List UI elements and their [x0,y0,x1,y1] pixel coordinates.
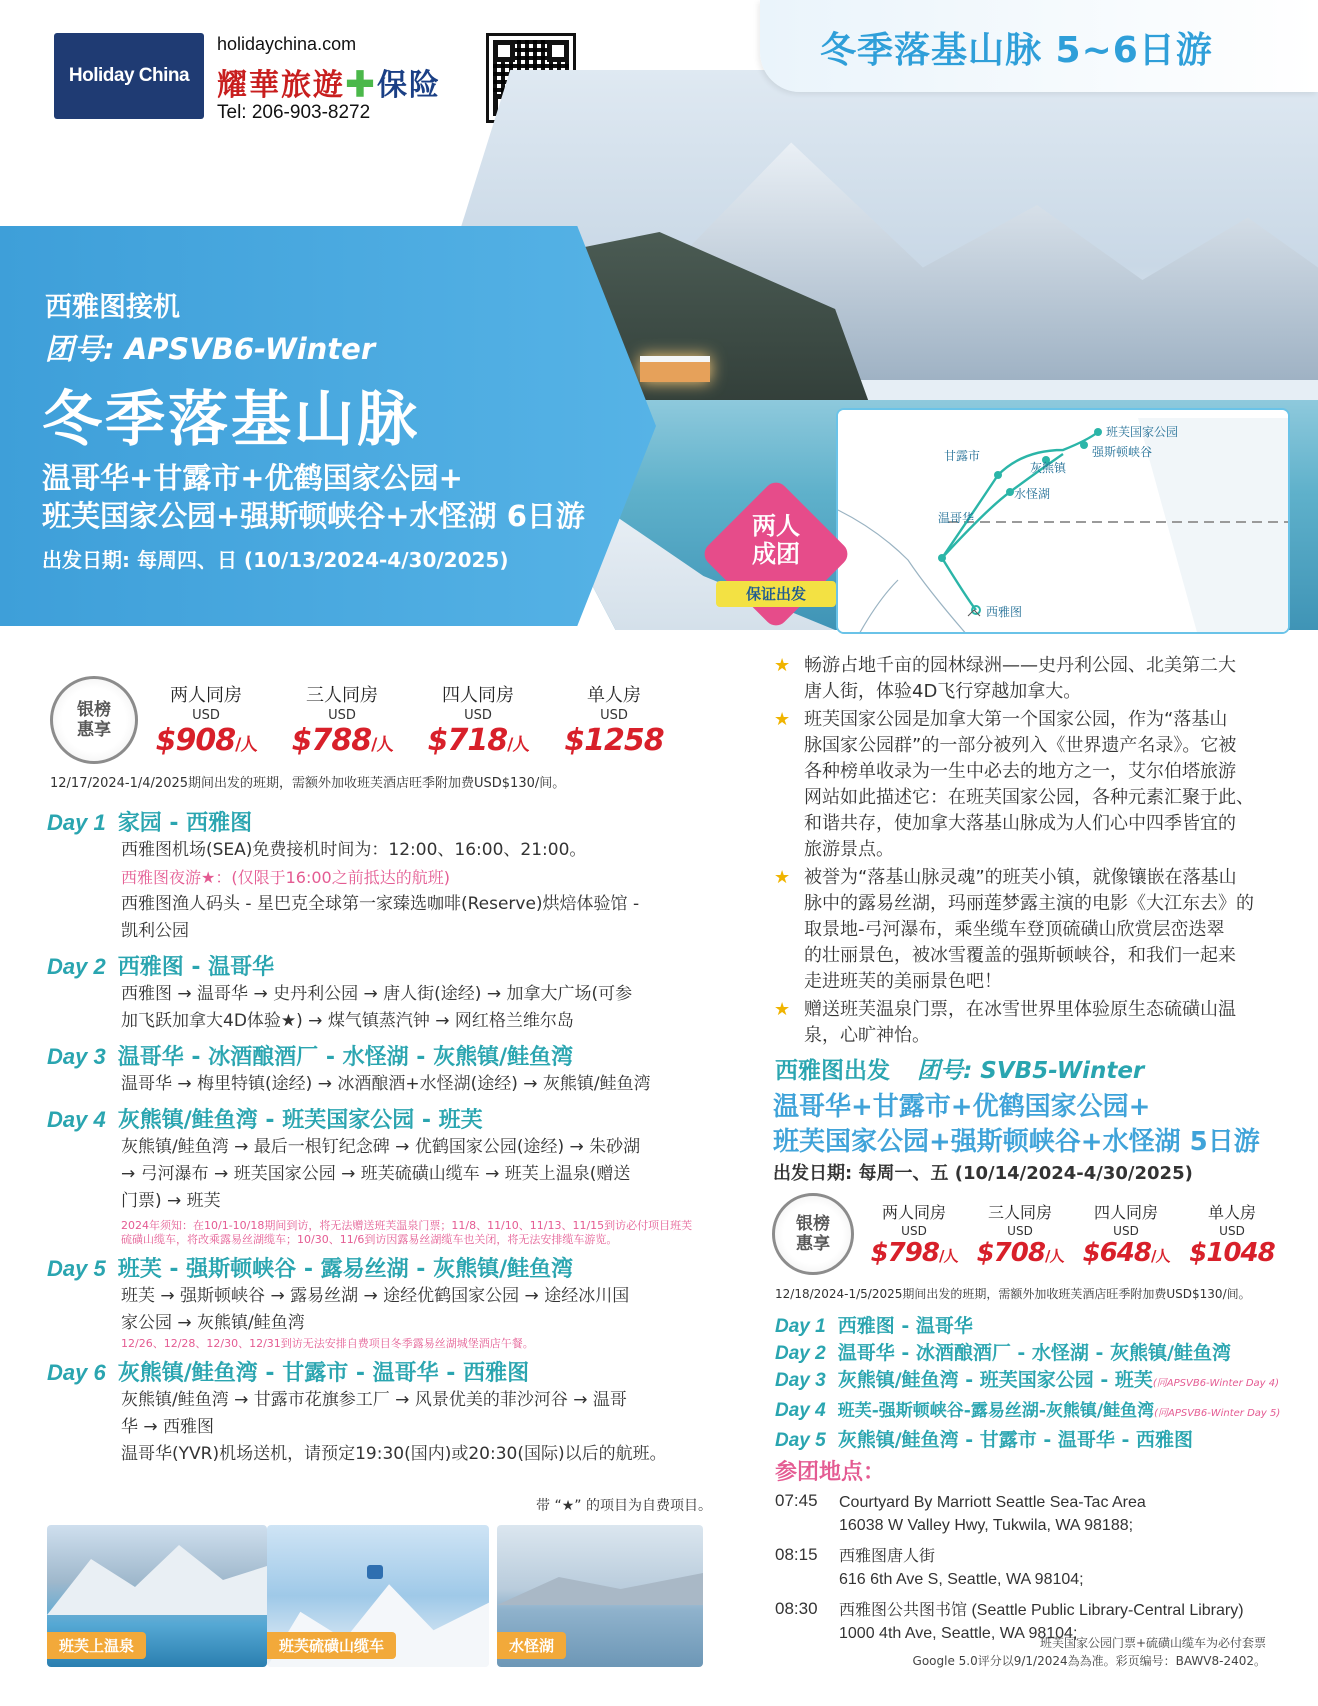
day-1-heading: Day 1 家园 - 西雅图 [47,810,253,836]
silver-medal-icon: 银榜 惠享 [50,676,138,764]
day-2-heading: Day 2 西雅图 - 温哥华 [47,954,275,980]
tour-5day-route-2: 班芙国家公园+强斯顿峡谷+水怪湖 5日游 [773,1127,1260,1157]
banff-hot-springs-photo [47,1525,267,1667]
star-icon: ★ [774,867,791,888]
highlight-item: ★ 赠送班芙温泉门票，在冰雪世界里体验原生态硫磺山温 泉，心旷神怡。 [774,999,1236,1046]
price-col-quad: 四人同房 USD $718/人 [427,685,529,758]
price-col-triple: 三人同房 USD $708/人 [976,1203,1064,1268]
route-line-1: 温哥华+甘露市+优鹤国家公园+ [42,461,463,495]
tour-5day-header: 西雅图出发 团号: SVB5-Winter [775,1058,1145,1084]
itinerary-6day [47,806,747,1468]
price-col-double: 两人同房 USD $908/人 [155,685,257,758]
map-label-vancouver: 温哥华 [938,511,975,525]
price-col-quad: 四人同房 USD $648/人 [1082,1203,1170,1268]
meeting-points [775,1491,1244,1645]
mini-day-5: Day 5 灰熊镇/鲑鱼湾 - 甘露市 - 温哥华 - 西雅图 [775,1429,1193,1451]
badge-text: 两人 成团 [752,512,800,568]
star-icon: ★ [774,655,791,676]
day-5-heading: Day 5 班芙 - 强斯顿峡谷 - 露易丝湖 - 灰熊镇/鲑鱼湾 [47,1256,574,1282]
price-col-double: 两人同房 USD $798/人 [870,1203,958,1268]
mini-day-4: Day 4 班芙-强斯顿峡谷-露易丝湖-灰熊镇/鲑鱼湾(同APSVB6-Winter Day 5) [775,1400,1281,1421]
highlight-item: ★ 班芙国家公园是加拿大第一个国家公园，作为“落基山 脉国家公园群”的一部分被列入《世界遗产名录》。它被 各种榜单收录为一生中必去的地方之一，艾尔伯塔旅游 网站如此描述它：在班芙国家公园，各种元素汇聚于此、 和谐共存，使加拿大落基山脉成为人们心中四季皆宜的 旅游景点。 [774,709,1254,860]
day-4-heading: Day 4 灰熊镇/鲑鱼湾 - 班芙国家公园 - 班芙 [47,1107,483,1133]
sulphur-gondola-photo [267,1525,489,1667]
price-table-6day [146,681,674,758]
star-icon: ★ [774,999,791,1020]
price-col-single: 单人房 USD $1048 [1189,1203,1275,1268]
mini-day-2: Day 2 温哥华 - 冰酒酿酒厂 - 水怪湖 - 灰熊镇/鲑鱼湾 [775,1342,1231,1364]
self-pay-note: 带 “★” 的项目为自费项目。 [536,1498,712,1514]
day-5-body: 班芙 → 强斯顿峡谷 → 露易丝湖 → 途经优鹤国家公园 → 途经冰川国 家公园 → 灰熊镇/鲑鱼湾 12/26、12/28、12/30、12/31到访无法安排自费项目冬季露易丝湖城堡酒店午餐。 [121,1286,630,1350]
day-6-heading: Day 6 灰熊镇/鲑鱼湾 - 甘露市 - 温哥华 - 西雅图 [47,1360,530,1386]
day-3-body: 温哥华 → 梅里特镇(途经) → 冰酒酿酒+水怪湖(途经) → 灰熊镇/鲑鱼湾 [121,1074,651,1094]
top-tab-title: 冬季落基山脉 5~6日游 [820,30,1213,71]
departure-dates: 出发日期: 每周四、日 (10/13/2024-4/30/2025) [42,548,509,572]
day-4-body: 灰熊镇/鲑鱼湾 → 最后一根钉纪念碑 → 优鹤国家公园(途经) → 朱砂湖 → 弓河瀑布 → 班芙国家公园 → 班芙硫磺山缆车 → 班芙上温泉(赠送 门票) → 班芙 2024年须知：在10/1-10/18期间到访，将无法赠送班芙温泉门票；11/8、11/10、11/13、11/15到访必付项目班芙 硫磺山缆车，将改乘露易丝湖缆车；10/30、11/6到访因露易丝湖缆车也关闭，将无法安排缆车游览。 [121,1137,693,1246]
silver-medal-icon: 银榜 惠享 [772,1193,854,1275]
price-col-triple: 三人同房 USD $788/人 [291,685,393,758]
page-title: 冬季落基山脉 [42,385,420,455]
itinerary-5day [775,1313,1280,1454]
tour-5day-departure: 出发日期: 每周一、五 (10/14/2024-4/30/2025) [773,1163,1193,1184]
meeting-heading: 参团地点： [775,1460,886,1485]
price-col-single: 单人房 USD $1258 [564,685,664,758]
map-label-revelstoke: 灰熊镇 [1030,461,1067,475]
guaranteed-ribbon: 保证出发 [716,581,836,607]
map-label-ogopogo-lake: 水怪湖 [1014,487,1051,501]
phone-number[interactable]: Tel: 206-903-8272 [217,102,371,123]
photo-label-gondola: 班芙硫磺山缆车 [267,1632,396,1659]
star-icon: ★ [774,709,791,730]
meeting-point: 08:30 西雅图公共图书馆 (Seattle Public Library-Central Library) 1000 4th Ave, Seattle, WA 98104; [775,1599,1244,1642]
day-1-body: 西雅图机场(SEA)免费接机时间为：12:00、16:00、21:00。 西雅图夜游★：(仅限于16:00之前抵达的航班) 西雅图渔人码头 - 星巴克全球第一家臻选咖啡(Reserve)烘焙体验馆 - 凯利公园 [121,840,640,941]
tour-code: 团号: APSVB6-Winter [45,332,376,366]
map-label-kamloops: 甘露市 [944,449,981,463]
meeting-point: 08:15 西雅图唐人街 616 6th Ave S, Seattle, WA 98104; [775,1545,1084,1588]
day-3-heading: Day 3 温哥华 - 冰酒酿酒厂 - 水怪湖 - 灰熊镇/鲑鱼湾 [47,1044,574,1070]
route-line-2: 班芙国家公园+强斯顿峡谷+水怪湖 6日游 [42,499,585,533]
day-6-body: 灰熊镇/鲑鱼湾 → 甘露市花旗参工厂 → 风景优美的菲沙河谷 → 温哥 华 → 西雅图 温哥华(YVR)机场送机，请预定19:30(国内)或20:30(国际)以后的航班。 [121,1390,667,1464]
website-text[interactable]: holidaychina.com [217,34,357,54]
price-table-5day [862,1200,1284,1268]
highlight-item: ★ 被誉为“落基山脉灵魂”的班芙小镇，就像镶嵌在落基山 脉中的露易丝湖，玛丽莲梦露主演的电影《大江东去》的 取景地-弓河瀑布，乘坐缆车登顶硫磺山欣赏层峦迭翠 的壮丽景色，被冰雪覆盖的强斯顿峡谷，和我们一起来 走进班芙的美丽景色吧！ [774,867,1254,992]
surcharge-note-5day: 12/18/2024-1/5/2025期间出发的班期，需额外加收班芙酒店旺季附加费USD$130/间。 [775,1287,1251,1301]
surcharge-note-6day: 12/17/2024-1/4/2025期间出发的班期，需额外加收班芙酒店旺季附加费USD$130/间。 [50,776,566,791]
map-label-johnston: 强斯顿峡谷 [1092,445,1153,459]
highlights-list [774,653,1294,1049]
pickup-label: 西雅图接机 [45,292,180,323]
mini-day-1: Day 1 西雅图 - 温哥华 [775,1315,973,1337]
map-label-seattle: 西雅图 [986,605,1023,619]
highlight-item: ★ 畅游占地千亩的园林绿洲——史丹利公园、北美第二大 唐人街，体验4D飞行穿越加拿大。 [774,655,1236,702]
holiday-china-logo: Holiday China [54,33,204,119]
meeting-point: 07:45 Courtyard By Marriott Seattle Sea-Tac Area 16038 W Valley Hwy, Tukwila, WA 98188; [775,1491,1146,1534]
ogopogo-lake-photo [497,1525,703,1667]
photo-label-lake: 水怪湖 [497,1632,566,1659]
route-map [836,408,1290,634]
footer-notes: 班芙国家公园门票+硫磺山缆车为必付套票 Google 5.0评分以9/1/2024為為准。彩页编号：BAWV8-2402。 [912,1636,1266,1668]
brand-name: 耀華旅遊✚保险 [217,68,441,103]
tour-5day-route-1: 温哥华+甘露市+优鹤国家公园+ [773,1092,1151,1122]
map-label-banff: 班芙国家公园 [1106,425,1179,439]
day-2-body: 西雅图 → 温哥华 → 史丹利公园 → 唐人街(途经) → 加拿大广场(可参 加飞跃加拿大4D体验★) → 煤气镇蒸汽钟 → 网红格兰维尔岛 [121,984,633,1031]
mini-day-3: Day 3 灰熊镇/鲑鱼湾 - 班芙国家公园 - 班芙(同APSVB6-Winter Day 4) [775,1369,1280,1391]
photo-label-hot-springs: 班芙上温泉 [47,1632,146,1659]
